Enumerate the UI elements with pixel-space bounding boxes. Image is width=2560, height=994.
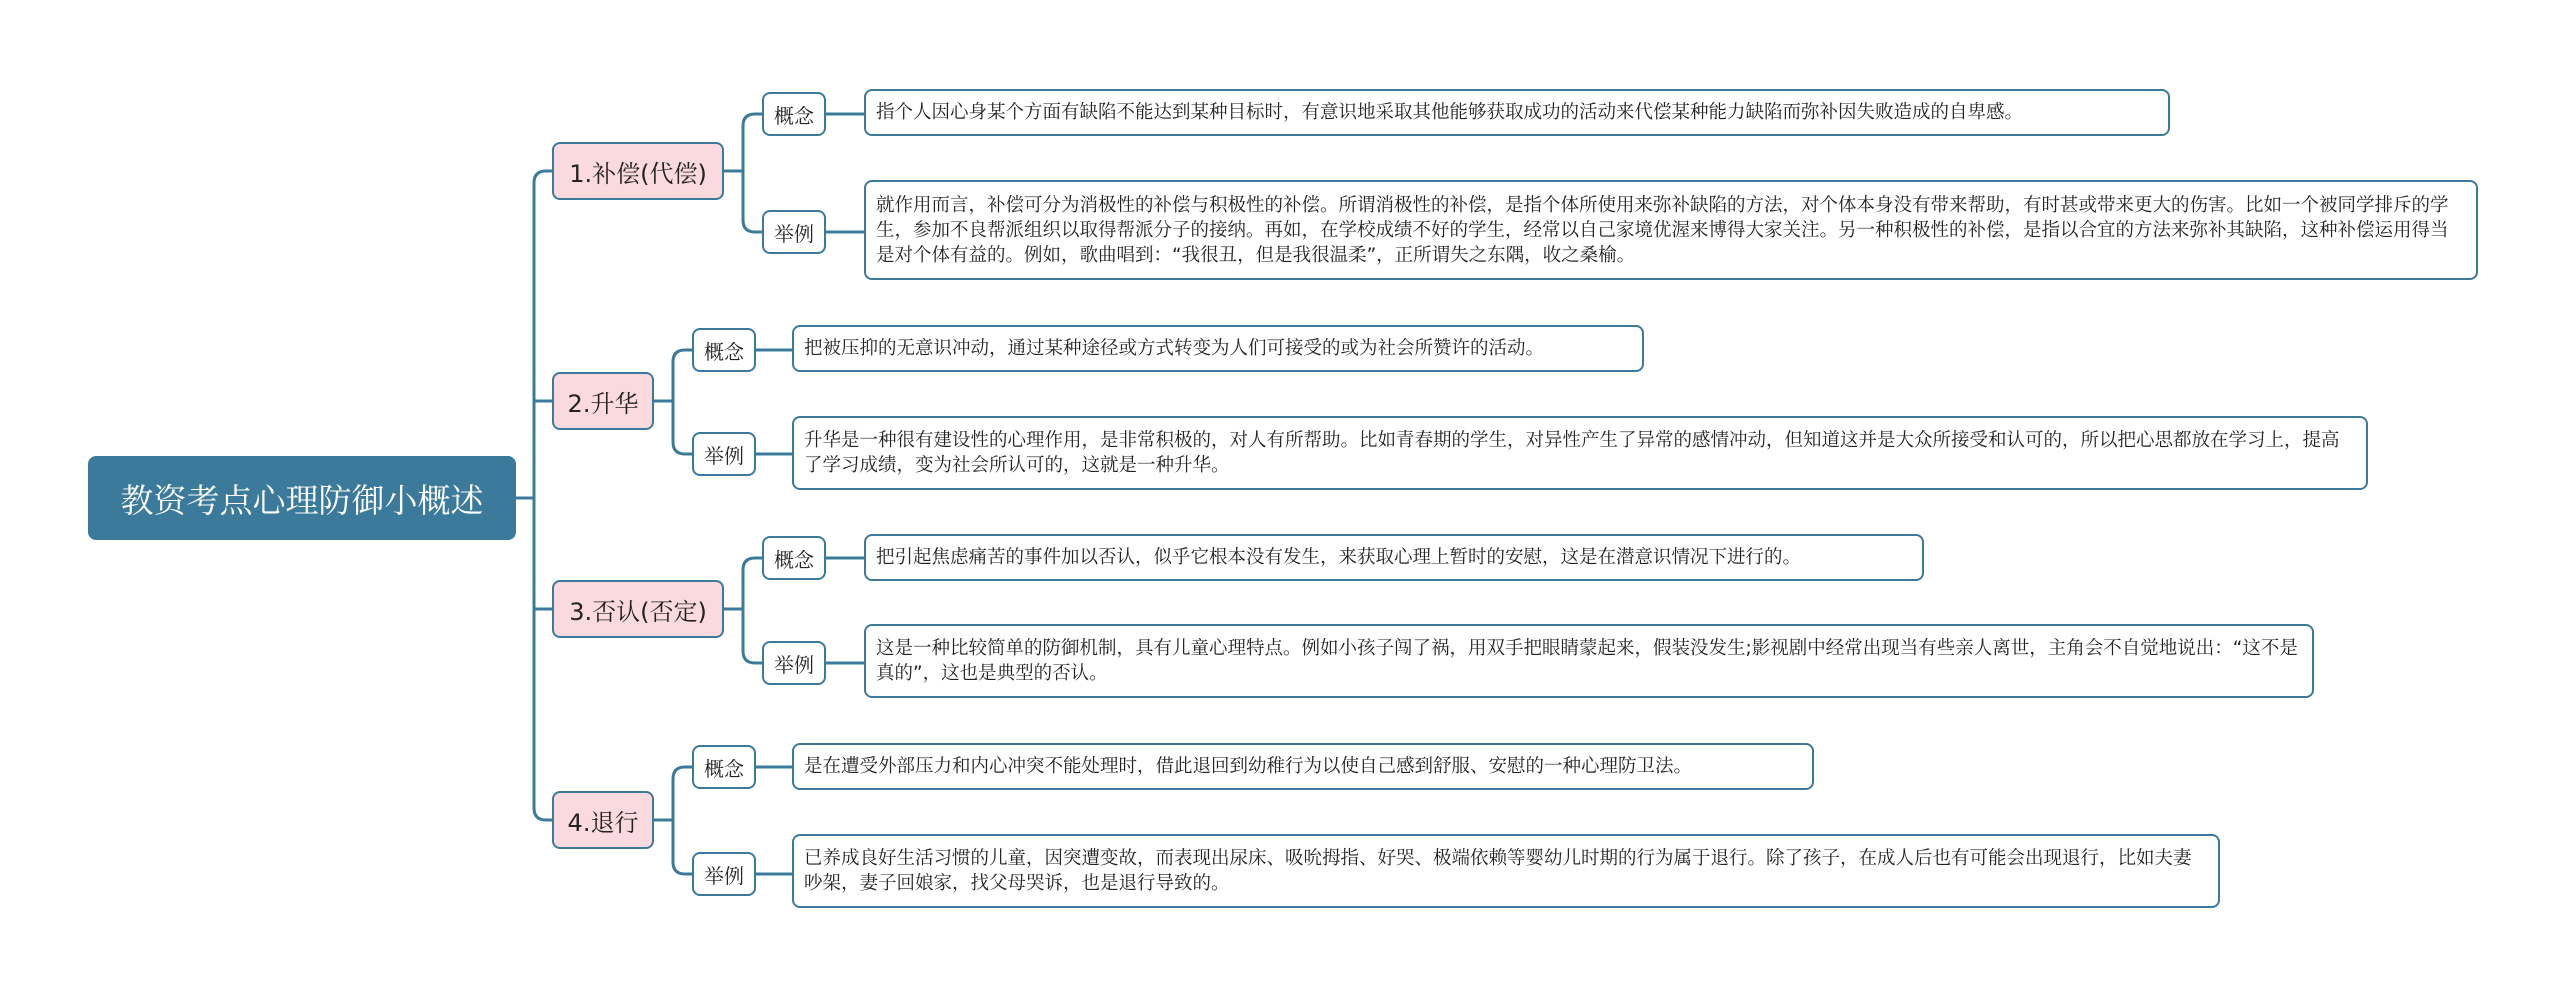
connector-branch-1 [534, 171, 552, 183]
branch-3-example-text[interactable] [864, 624, 2314, 698]
branch-3-concept-content: 把引起焦虑痛苦的事件加以否认，似乎它根本没有发生，来获取心理上暂时的安慰，这是在潜意识情况下进行的。 [876, 547, 1802, 568]
branch-3-example-content: 这是一种比较简单的防御机制，具有儿童心理特点。例如小孩子闯了祸，用双手把眼睛蒙起来，假装没发生;影视剧中经常出现当有些亲人离世，主角会不自觉地说出：“这不是真的”，这也是典型的否认。 [876, 638, 2298, 684]
connector-fork-4 [673, 767, 692, 874]
branch-2-concept-content: 把被压抑的无意识冲动，通过某种途径或方式转变为人们可接受的或为社会所赞许的活动。 [804, 338, 1545, 359]
branch-1-concept-label[interactable]: 概念 [762, 92, 826, 136]
branch-4-concept-content: 是在遭受外部压力和内心冲突不能处理时，借此退回到幼稚行为以使自己感到舒服、安慰的一种心理防卫法。 [804, 756, 1693, 777]
branch-2-concept-label[interactable]: 概念 [692, 328, 756, 372]
branch-1-example-text[interactable] [864, 180, 2478, 280]
branch-4-example-text[interactable] [792, 834, 2220, 908]
connector-fork-1 [743, 114, 762, 232]
root-topic[interactable]: 教资考点心理防御小概述 [88, 456, 516, 540]
branch-1-example-content: 就作用而言，补偿可分为消极性的补偿与积极性的补偿。所谓消极性的补偿，是指个体所使用来弥补缺陷的方法，对个体本身没有带来帮助，有时甚或带来更大的伤害。比如一个被同学排斥的学生，参加不良帮派组织以取得帮派分子的接纳。再如，在学校成绩不好的学生，经常以自己家境优渥来博得大家关注。另一种积极性的补偿，是指以合宜的方法来弥补其缺陷，这种补偿运用得当是对个体有益的。例如，歌曲唱到：“我很丑，但是我很温柔”，正所谓失之东隅，收之桑榆。 [876, 194, 2449, 266]
branch-1-concept-text[interactable] [864, 89, 2170, 136]
branch-1-topic[interactable]: 1.补偿(代偿) [552, 142, 724, 200]
branch-3-example-label[interactable]: 举例 [762, 641, 826, 685]
branch-2-topic[interactable]: 2.升华 [552, 372, 654, 430]
connector-fork-3 [743, 558, 762, 663]
branch-4-example-label[interactable]: 举例 [692, 852, 756, 896]
branch-4-topic[interactable]: 4.退行 [552, 791, 654, 849]
branch-2-example-label[interactable]: 举例 [692, 432, 756, 476]
connector-branch-4 [534, 808, 552, 820]
branch-3-topic[interactable]: 3.否认(否定) [552, 580, 724, 638]
branch-4-concept-label[interactable]: 概念 [692, 745, 756, 789]
branch-3-concept-text[interactable] [864, 534, 1924, 581]
branch-3-concept-label[interactable]: 概念 [762, 536, 826, 580]
branch-2-example-text[interactable] [792, 416, 2368, 490]
branch-2-example-content: 升华是一种很有建设性的心理作用，是非常积极的，对人有所帮助。比如青春期的学生，对异性产生了异常的感情冲动，但知道这并是大众所接受和认可的，所以把心思都放在学习上，提高了学习成绩，变为社会所认可的，这就是一种升华。 [804, 430, 2340, 476]
connector-fork-2 [673, 350, 692, 454]
branch-1-concept-content: 指个人因心身某个方面有缺陷不能达到某种目标时，有意识地采取其他能够获取成功的活动来代偿某种能力缺陷而弥补因失败造成的自卑感。 [876, 102, 2024, 123]
branch-1-example-label[interactable]: 举例 [762, 210, 826, 254]
branch-2-concept-text[interactable] [792, 325, 1644, 372]
branch-4-concept-text[interactable] [792, 743, 1814, 790]
branch-4-example-content: 已养成良好生活习惯的儿童，因突遭变故，而表现出尿床、吸吮拇指、好哭、极端依赖等婴幼儿时期的行为属于退行。除了孩子，在成人后也有可能会出现退行，比如夫妻吵架，妻子回娘家，找父母哭诉，也是退行导致的。 [804, 848, 2192, 894]
